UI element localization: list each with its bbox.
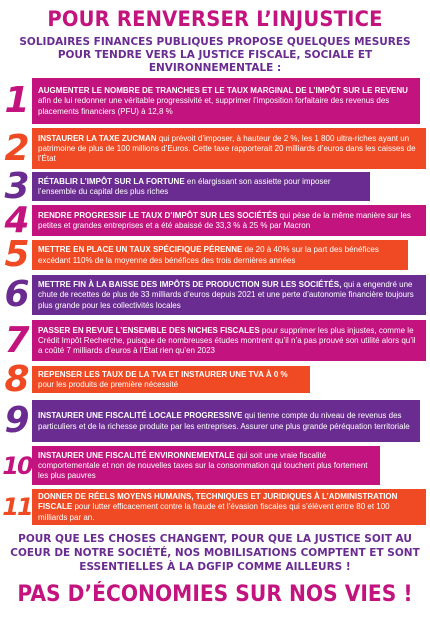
measure-band xyxy=(32,489,426,525)
measure-text: pour les produits de première nécessité xyxy=(38,380,179,389)
closing-statement: POUR QUE LES CHOSES CHANGENT, POUR QUE LA JUSTICE SOIT AU COEUR DE NOTRE SOCIÉTÉ, NOS MOBILISATIONS COMPTENT ET SONT ESSENTIELLES À LA DGFIP COMME AILLEURS ! xyxy=(10,533,420,573)
measure-heading: METTRE EN PLACE UN TAUX SPÉCIFIQUE PÉRENNE xyxy=(38,245,243,255)
measure-heading: REPENSER LES TAUX DE LA TVA ET INSTAURER UNE TVA À 0 % xyxy=(38,369,288,379)
measure-heading: RÉTABLIR L’IMPÔT SUR LA FORTUNE xyxy=(38,176,185,186)
measure-item-10 xyxy=(0,446,430,485)
measure-number: 2 xyxy=(4,127,30,169)
measure-item-8 xyxy=(0,358,430,400)
measure-item-5 xyxy=(0,234,430,275)
measure-item-2 xyxy=(0,128,430,169)
measure-number: 10 xyxy=(2,451,32,480)
measure-text: en élargissant son assiette pour imposer l’ensemble du capital des plus riches xyxy=(38,176,331,196)
measure-band xyxy=(32,172,370,201)
measure-heading: PASSER EN REVUE L’ENSEMBLE DES NICHES FISCALES xyxy=(38,325,260,335)
measure-band xyxy=(32,205,426,236)
measure-text: qui a engendré une chute de recettes de plus de 33 milliards d’euros depuis 2021 et une perte d’autonomie financière toujours plus grande pour les collectivités locales xyxy=(38,280,414,310)
measure-text: qui tienne compte du niveau de revenus des particuliers et de la richesse produite par les entreprises. Assurer une plus grande péréquation territoriale xyxy=(38,411,410,431)
measure-heading: DONNER DE RÉELS MOYENS HUMAINS, TECHNIQUES ET JURIDIQUES À L’ADMINISTRATION FISCALE xyxy=(38,492,398,512)
measure-number: 8 xyxy=(4,358,30,400)
measure-band xyxy=(32,275,426,315)
measure-item-11 xyxy=(0,489,430,525)
measure-item-3 xyxy=(0,165,430,207)
measure-band xyxy=(32,240,408,270)
measure-text: qui soit une vraie fiscalité comportementale et non de nouvelles taxes sur la consommation qui touchent plus fortement les plus pauvres xyxy=(38,450,368,481)
poster-subtitle: SOLIDAIRES FINANCES PUBLIQUES PROPOSE QUELQUES MESURES POUR TENDRE VERS LA JUSTICE FISCALE, SOCIALE ET ENVIRONNEMENTALE : xyxy=(19,36,411,74)
measure-heading: AUGMENTER LE NOMBRE DE TRANCHES ET LE TAUX MARGINAL DE L’IMPÔT SUR LE REVENU xyxy=(38,86,408,96)
measure-band xyxy=(32,366,310,393)
measure-text: qui pèse de la même manière sur les petites et grandes entreprises et a été abaissé de 33,3 % à 25 % par Macron xyxy=(38,210,411,230)
measure-item-4 xyxy=(0,199,430,241)
poster-title: POUR RENVERSER L’INJUSTICE xyxy=(47,7,383,31)
measure-number: 1 xyxy=(4,80,30,121)
measure-text: qui prévoit d’imposer, à hauteur de 2 %, les 1 800 ultra-riches ayant un patrimoine de plus de 100 millions d’Euros. Cette taxe rapporterait 20 milliards d’euros dans les caisses de l’État xyxy=(38,133,416,164)
measure-item-7 xyxy=(0,320,430,361)
measure-heading: METTRE FIN À LA BAISSE DES IMPÔTS DE PRODUCTION SUR LES SOCIÉTÉS, xyxy=(38,280,342,290)
measure-heading: RENDRE PROGRESSIF LE TAUX D’IMPÔT SUR LES SOCIÉTÉS xyxy=(38,210,278,220)
measure-band xyxy=(32,320,426,361)
measure-number: 11 xyxy=(2,493,32,521)
measure-number: 5 xyxy=(4,234,30,275)
measure-band xyxy=(32,446,380,485)
measure-number: 3 xyxy=(4,165,30,207)
measure-number: 7 xyxy=(4,319,30,361)
slogan: PAS D’ÉCONOMIES SUR NOS VIES ! xyxy=(17,582,413,607)
measure-item-1 xyxy=(0,78,430,124)
measure-band xyxy=(32,78,420,124)
measure-text: afin de lui redonner une véritable progressivité et, supprimer l’imposition forfaitaire des revenus des placements financiers (PFU) à 12,8 % xyxy=(38,96,390,116)
measure-band xyxy=(32,128,426,169)
measure-text: pour lutter efficacement contre la fraude et l’évasion fiscales qui s’élèvent entre 80 et 100 milliards par an. xyxy=(38,502,390,522)
measure-number: 6 xyxy=(4,274,30,315)
measure-number: 4 xyxy=(4,199,30,241)
measure-heading: INSTAURER LA TAXE ZUCMAN xyxy=(38,133,157,143)
measure-heading: INSTAURER UNE FISCALITÉ LOCALE PROGRESSIVE xyxy=(38,411,243,421)
measure-item-9 xyxy=(0,400,430,442)
measure-band xyxy=(32,400,420,442)
measure-item-6 xyxy=(0,275,430,315)
measure-text: de 20 à 40% sur la part des bénéfices excédant 110% de la moyenne des bénéfices des trois dernières années xyxy=(38,245,379,265)
measure-number: 9 xyxy=(4,400,30,441)
measure-heading: INSTAURER UNE FISCALITÉ ENVIRONNEMENTALE xyxy=(38,450,235,460)
measure-text: pour supprimer les plus injustes, comme le Crédit Impôt Recherche, puisque de nombreuses études montrent qu’il n’a pas prouvé son utilité alors qu’il a coûté 7 milliards d’euros à l’État rien qu’en 2023 xyxy=(38,325,416,356)
